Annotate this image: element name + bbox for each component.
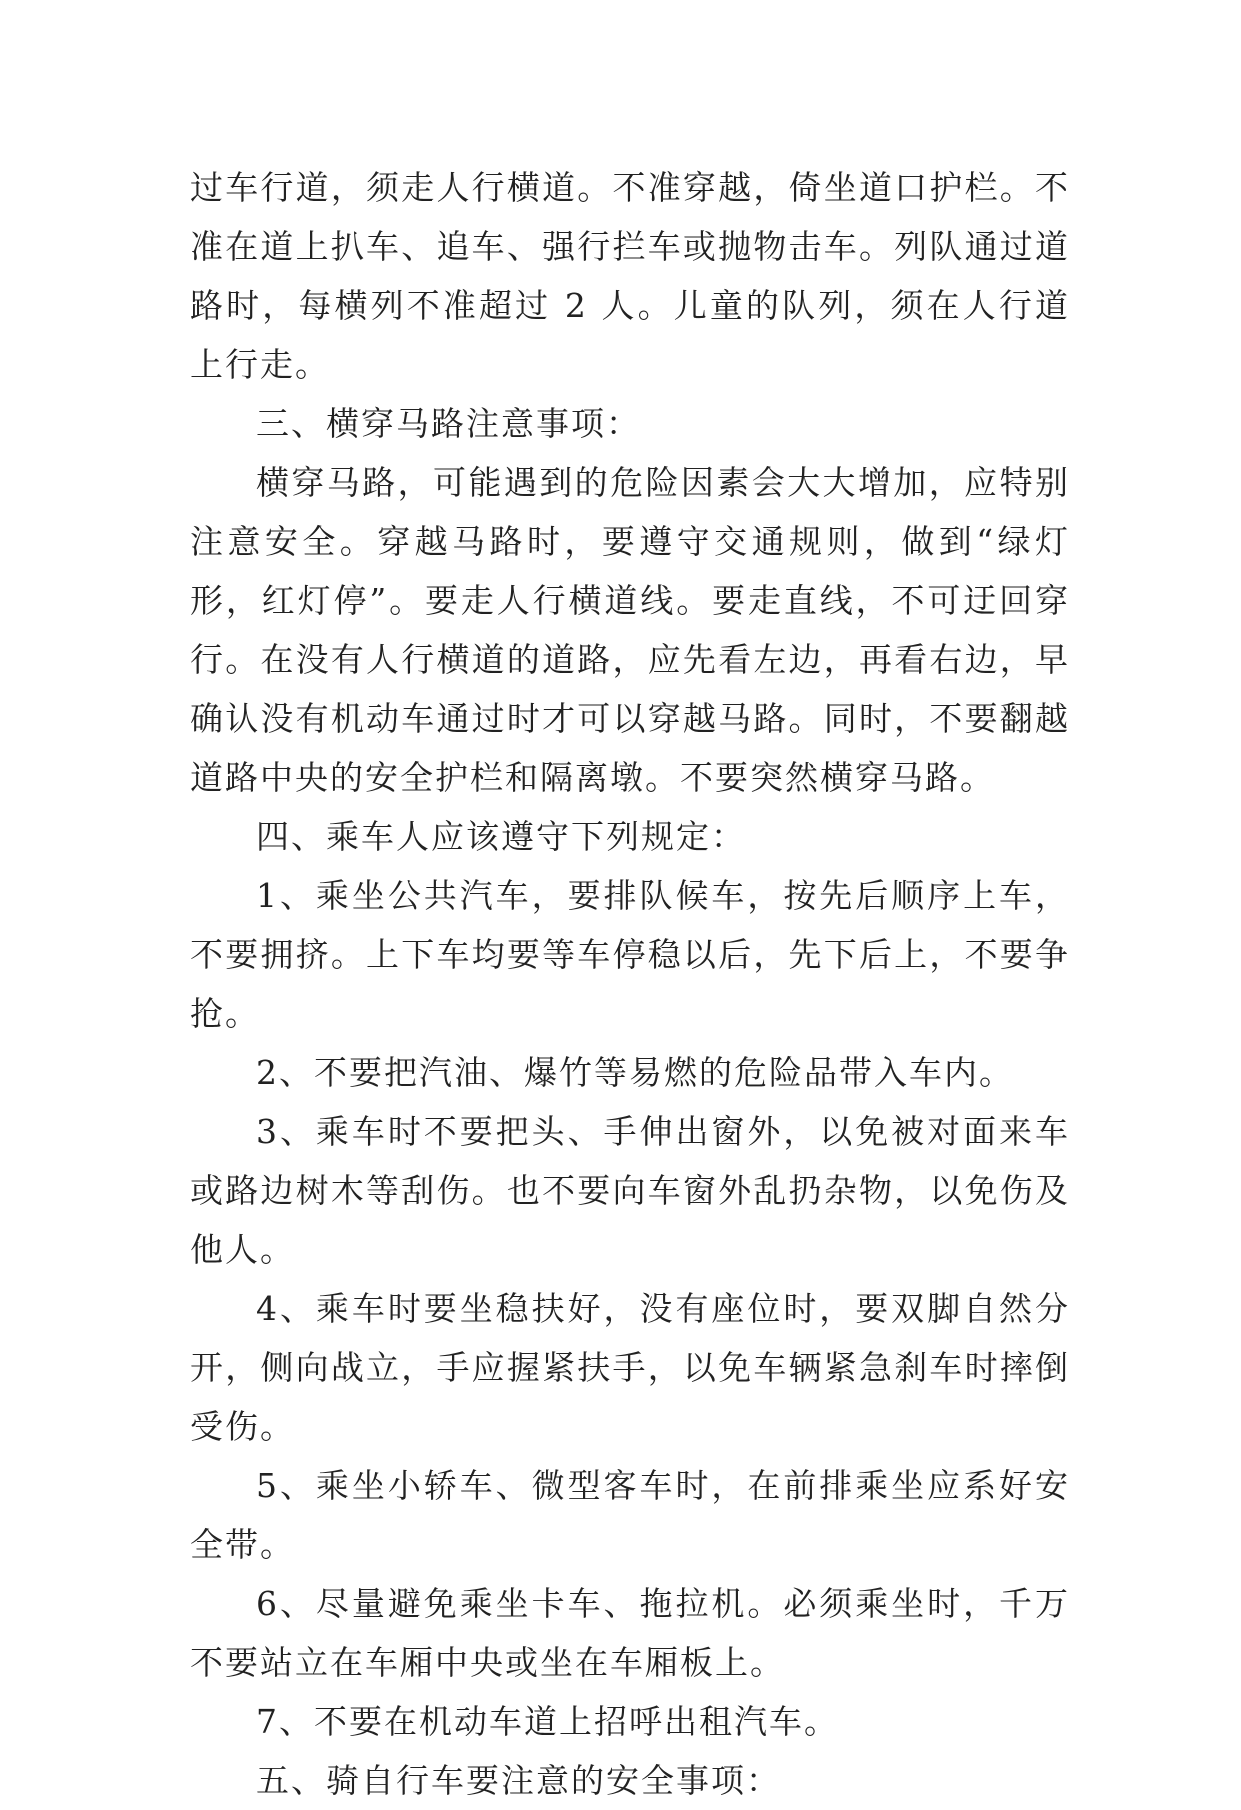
list-item-1: 1、乘坐公共汽车，要排队候车，按先后顺序上车，不要拥挤。上下车均要等车停稳以后，先下后上，不要争抢。: [190, 876, 1070, 1033]
list-item-3: 3、乘车时不要把头、手伸出窗外，以免被对面来车或路边树木等刮伤。也不要向车窗外乱扔杂物，以免伤及他人。: [190, 1112, 1070, 1269]
section-heading-5: 五、骑自行车要注意的安全事项：: [256, 1761, 781, 1800]
document-body: [190, 158, 1070, 1810]
list-item-6: 6、尽量避免乘坐卡车、拖拉机。必须乘坐时，千万不要站立在车厢中央或坐在车厢板上。: [190, 1584, 1070, 1682]
paragraph-continuation: 过车行道，须走人行横道。不准穿越，倚坐道口护栏。不准在道上扒车、追车、强行拦车或抛物击车。列队通过道路时，每横列不准超过 2 人。儿童的队列，须在人行道上行走。: [190, 168, 1070, 384]
list-item-4: 4、乘车时要坐稳扶好，没有座位时，要双脚自然分开，侧向战立，手应握紧扶手，以免车辆紧急刹车时摔倒受伤。: [190, 1289, 1070, 1446]
section-heading-3: 三、横穿马路注意事项：: [256, 404, 641, 443]
section-heading-4: 四、乘车人应该遵守下列规定：: [256, 817, 746, 856]
list-item-5: 5、乘坐小轿车、微型客车时，在前排乘坐应系好安全带。: [190, 1466, 1070, 1564]
list-item-7: 7、不要在机动车道上招呼出租汽车。: [256, 1702, 839, 1741]
list-item-2: 2、不要把汽油、爆竹等易燃的危险品带入车内。: [256, 1053, 1014, 1092]
paragraph-crossing-road: 横穿马路，可能遇到的危险因素会大大增加，应特别注意安全。穿越马路时，要遵守交通规则，做到“绿灯形，红灯停”。要走人行横道线。要走直线，不可迂回穿行。在没有人行横道的道路，应先看左边，再看右边，早确认没有机动车通过时才可以穿越马路。同时，不要翻越道路中央的安全护栏和隔离墩。不要突然横穿马路。: [190, 463, 1070, 797]
